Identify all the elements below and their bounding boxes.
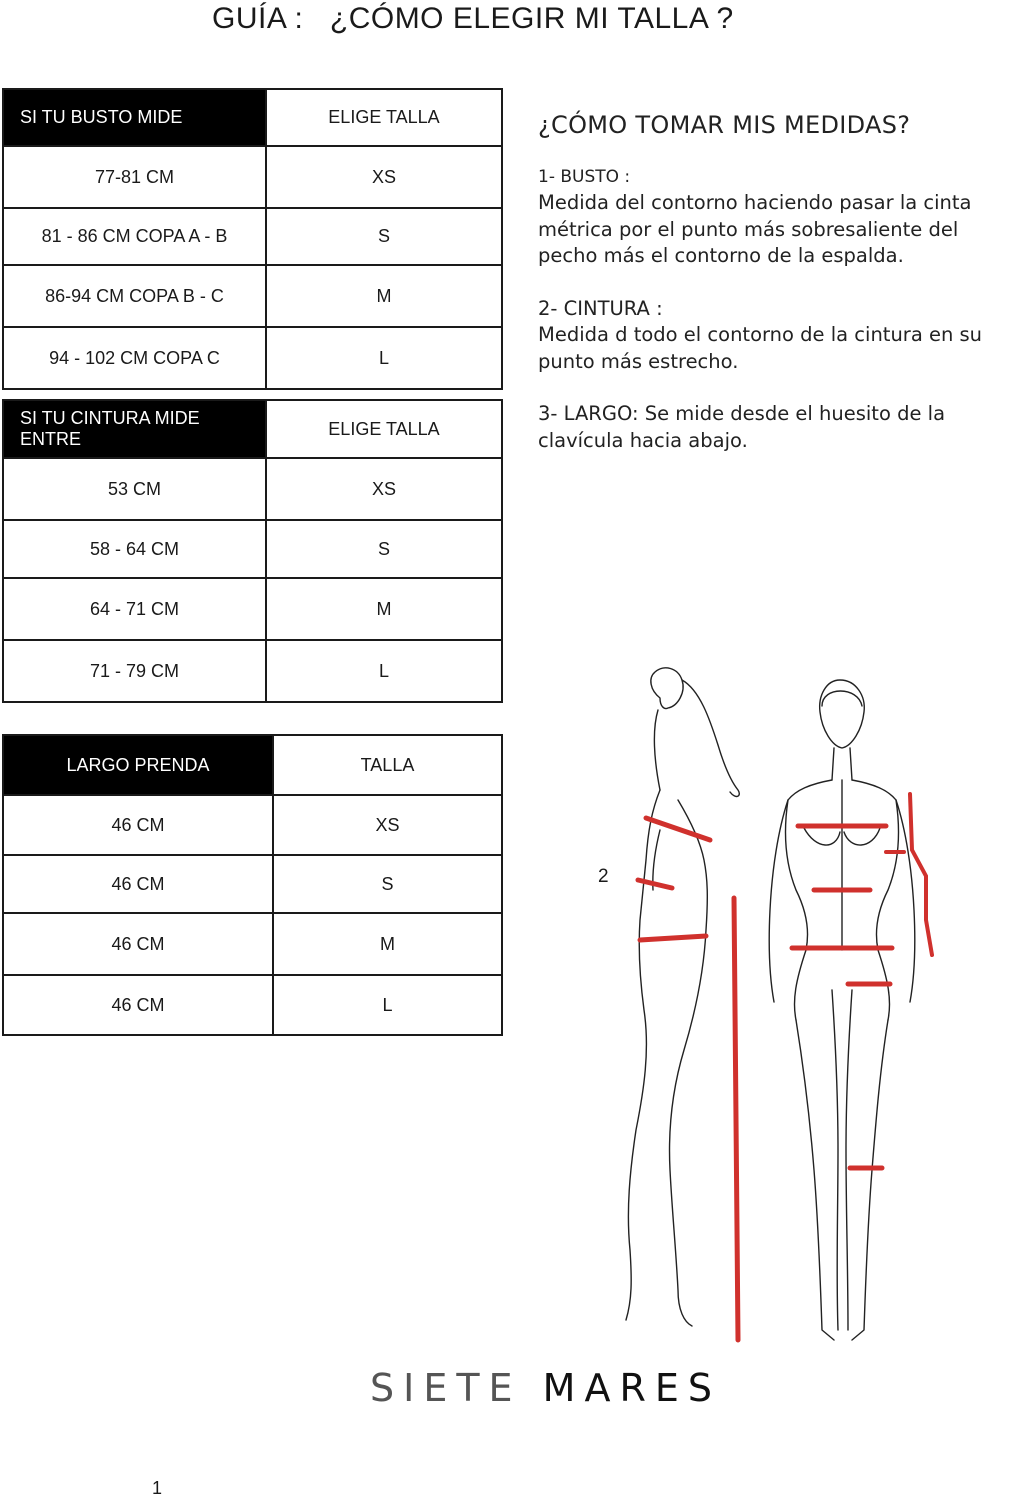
- waist-instruction-text: Medida d todo el contorno de la cintura en su punto más estrecho.: [538, 323, 983, 373]
- length-size-cell: XS: [273, 795, 502, 855]
- front-figure-legs: [796, 990, 888, 1340]
- waist-size-cell: L: [266, 640, 502, 702]
- brand-logo-bold: MARES: [542, 1366, 721, 1410]
- side-figure-head: [651, 668, 683, 709]
- page-title: GUÍA : ¿CÓMO ELEGIR MI TALLA ?: [212, 2, 734, 35]
- side-hip-measure-line: [640, 936, 706, 940]
- length-header-measure: LARGO PRENDA: [3, 735, 273, 795]
- bust-instruction-text: Medida del contorno haciendo pasar la cinta métrica por el punto más sobresaliente del pecho más el contorno de la espalda.: [538, 191, 972, 267]
- instructions-heading: ¿CÓMO TOMAR MIS MEDIDAS?: [538, 111, 911, 139]
- length-size-cell: M: [273, 913, 502, 975]
- waist-measure-cell: 58 - 64 CM: [3, 520, 266, 578]
- bust-measure-cell: 86-94 CM COPA B - C: [3, 265, 266, 327]
- length-size-cell: S: [273, 855, 502, 913]
- page-number: 1: [152, 1478, 163, 1498]
- waist-header-measure: SI TU CINTURA MIDE ENTRE: [3, 400, 266, 458]
- brand-logo: [370, 1366, 721, 1410]
- waist-size-cell: S: [266, 520, 502, 578]
- length-header-size: TALLA: [273, 735, 502, 795]
- side-figure-body: [626, 790, 707, 1326]
- waist-size-cell: XS: [266, 458, 502, 520]
- bust-size-cell: L: [266, 327, 502, 389]
- length-size-table: [2, 734, 503, 1036]
- length-instruction: 3- LARGO: Se mide desde el huesito de la clavícula hacia abajo.: [538, 402, 946, 452]
- length-size-cell: L: [273, 975, 502, 1035]
- waist-measure-cell: 64 - 71 CM: [3, 578, 266, 640]
- measuring-instructions: [538, 112, 998, 480]
- side-figure-arm: [654, 680, 739, 796]
- brand-logo-light: SIETE: [370, 1366, 522, 1410]
- waist-size-table: [2, 399, 503, 703]
- front-figure-neck: [832, 748, 852, 780]
- body-measurement-illustration: [560, 650, 1000, 1360]
- bust-size-cell: S: [266, 208, 502, 265]
- length-measure-cell: 46 CM: [3, 855, 273, 913]
- waist-instruction: [538, 296, 998, 376]
- bust-instruction: [538, 163, 998, 270]
- bust-instruction-label: 1- BUSTO :: [538, 166, 631, 187]
- bust-measure-cell: 81 - 86 CM COPA A - B: [3, 208, 266, 265]
- length-measure-line: [734, 898, 738, 1340]
- figure-number: 2: [598, 866, 609, 887]
- arm-measure-line: [910, 794, 932, 955]
- side-bust-measure-line: [646, 818, 710, 840]
- bust-measure-cell: 77-81 CM: [3, 146, 266, 208]
- bust-header-size: ELIGE TALLA: [266, 89, 502, 146]
- bust-size-cell: M: [266, 265, 502, 327]
- waist-header-size: ELIGE TALLA: [266, 400, 502, 458]
- waist-instruction-label: 2- CINTURA :: [538, 296, 663, 320]
- front-figure-head: [820, 680, 865, 748]
- bust-header-measure: SI TU BUSTO MIDE: [3, 89, 266, 146]
- length-measure-cell: 46 CM: [3, 975, 273, 1035]
- waist-measure-cell: 53 CM: [3, 458, 266, 520]
- bust-size-table: [2, 88, 503, 390]
- waist-measure-cell: 71 - 79 CM: [3, 640, 266, 702]
- waist-size-cell: M: [266, 578, 502, 640]
- bust-measure-cell: 94 - 102 CM COPA C: [3, 327, 266, 389]
- length-measure-cell: 46 CM: [3, 913, 273, 975]
- bust-size-cell: XS: [266, 146, 502, 208]
- length-measure-cell: 46 CM: [3, 795, 273, 855]
